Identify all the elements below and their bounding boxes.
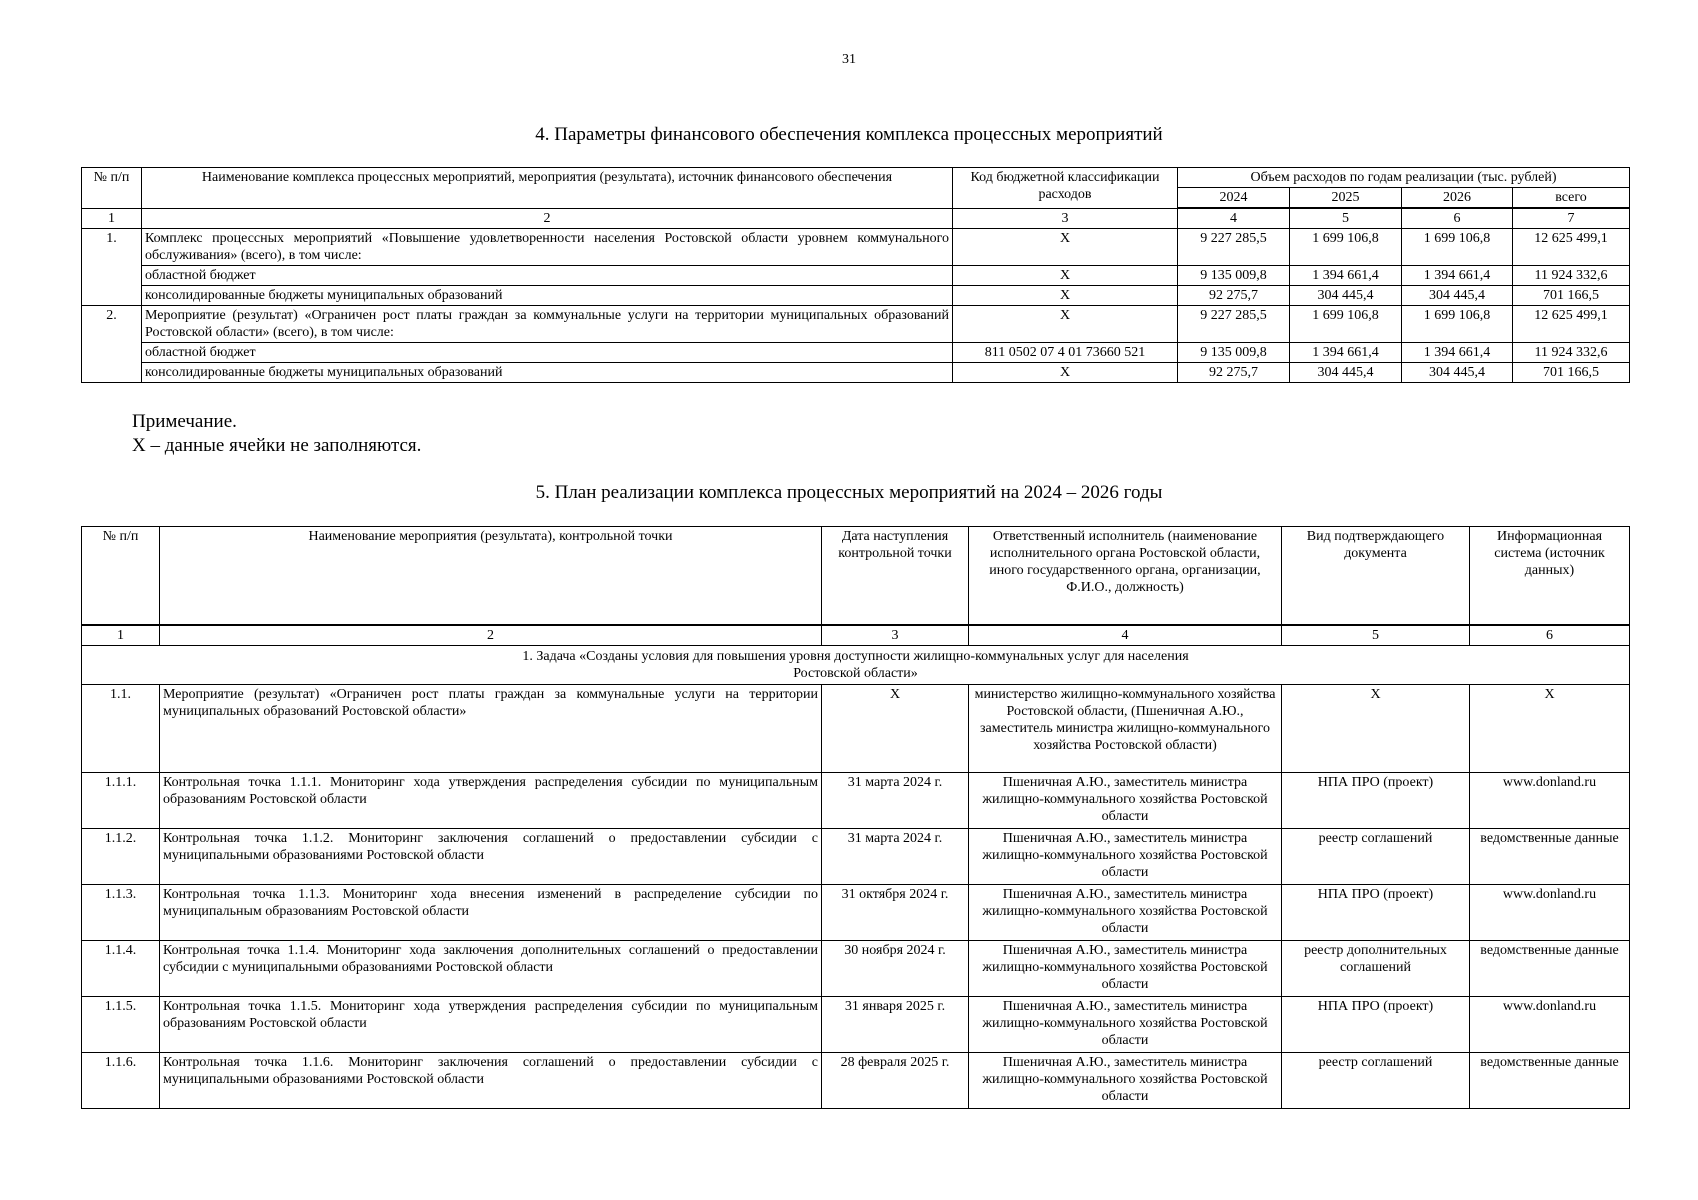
- row-code: X: [953, 363, 1178, 383]
- colnum: 3: [822, 625, 969, 646]
- row-code: X: [953, 306, 1178, 343]
- row-num: 1.1.5.: [82, 996, 160, 1052]
- table-row: [82, 1052, 1630, 1108]
- table-row: [82, 940, 1630, 996]
- colnum: 7: [1513, 208, 1630, 229]
- row-num: 1.1.1.: [82, 772, 160, 828]
- table-row: [82, 684, 1630, 772]
- value-total: 12 625 499,1: [1513, 306, 1630, 343]
- table-row: [82, 996, 1630, 1052]
- row-responsible: Пшеничная А.Ю., заместитель министра жилищно-коммунального хозяйства Ростовской области: [969, 996, 1282, 1052]
- row-info-system: ведомственные данные: [1470, 940, 1630, 996]
- row-document: НПА ПРО (проект): [1282, 884, 1470, 940]
- value-2025: 1 394 661,4: [1290, 343, 1402, 363]
- row-info-system: www.donland.ru: [1470, 996, 1630, 1052]
- row-num: 1.1.: [82, 684, 160, 772]
- row-date: 31 января 2025 г.: [822, 996, 969, 1052]
- value-2026: 1 394 661,4: [1402, 266, 1513, 286]
- row-date: X: [822, 684, 969, 772]
- colnum: 6: [1402, 208, 1513, 229]
- value-2024: 9 227 285,5: [1178, 229, 1290, 266]
- header-2025: 2025: [1290, 188, 1402, 209]
- row-name: Контрольная точка 1.1.2. Мониторинг заключения соглашений о предоставлении субсидии с муниципальными образованиями Ростовской области: [160, 828, 822, 884]
- row-responsible: министерство жилищно-коммунального хозяйства Ростовской области, (Пшеничная А.Ю., заместитель министра жилищно-коммунального хозяйства Ростовской области): [969, 684, 1282, 772]
- row-info-system: ведомственные данные: [1470, 1052, 1630, 1108]
- value-2024: 92 275,7: [1178, 286, 1290, 306]
- value-total: 11 924 332,6: [1513, 266, 1630, 286]
- row-document: X: [1282, 684, 1470, 772]
- section5-title: 5. План реализации комплекса процессных мероприятий на 2024 – 2026 годы: [535, 482, 1163, 503]
- value-2024: 9 135 009,8: [1178, 266, 1290, 286]
- table-row: [82, 266, 1630, 286]
- colnum: 3: [953, 208, 1178, 229]
- row-date: 31 марта 2024 г.: [822, 828, 969, 884]
- row-date: 28 февраля 2025 г.: [822, 1052, 969, 1108]
- header-2026: 2026: [1402, 188, 1513, 209]
- row-num: 1.1.6.: [82, 1052, 160, 1108]
- value-2026: 304 445,4: [1402, 286, 1513, 306]
- row-name: Контрольная точка 1.1.6. Мониторинг заключения соглашений о предоставлении субсидии с муниципальными образованиями Ростовской области: [160, 1052, 822, 1108]
- row-name: консолидированные бюджеты муниципальных образований: [142, 286, 953, 306]
- table-row: [82, 229, 1630, 266]
- value-2024: 92 275,7: [1178, 363, 1290, 383]
- value-total: 701 166,5: [1513, 363, 1630, 383]
- header-num: № п/п: [82, 527, 160, 625]
- task-title: 1. Задача «Созданы условия для повышения уровня доступности жилищно-коммунальных услуг для населения Ростовской области»: [82, 645, 1630, 684]
- row-code: X: [953, 286, 1178, 306]
- colnum: 4: [969, 625, 1282, 646]
- note-title: Примечание.: [132, 411, 237, 432]
- table-row: [82, 343, 1630, 363]
- value-2026: 1 394 661,4: [1402, 343, 1513, 363]
- row-info-system: www.donland.ru: [1470, 772, 1630, 828]
- row-name: консолидированные бюджеты муниципальных образований: [142, 363, 953, 383]
- header-name: Наименование мероприятия (результата), контрольной точки: [160, 527, 822, 625]
- row-name: областной бюджет: [142, 266, 953, 286]
- row-num: 1.: [82, 229, 142, 306]
- header-volume: Объем расходов по годам реализации (тыс. рублей): [1178, 168, 1630, 188]
- row-name: Контрольная точка 1.1.5. Мониторинг хода утверждения распределения субсидии по муниципальным образованиям Ростовской области: [160, 996, 822, 1052]
- table-row: [82, 828, 1630, 884]
- header-total: всего: [1513, 188, 1630, 209]
- row-document: НПА ПРО (проект): [1282, 996, 1470, 1052]
- table-row: [82, 286, 1630, 306]
- colnum: 2: [142, 208, 953, 229]
- colnum: 5: [1290, 208, 1402, 229]
- value-2025: 1 394 661,4: [1290, 266, 1402, 286]
- header-date: Дата наступления контрольной точки: [822, 527, 969, 625]
- colnum: 1: [82, 625, 160, 646]
- row-name: Комплекс процессных мероприятий «Повышение удовлетворенности населения Ростовской области уровнем коммунального обслуживания» (всего), в том числе:: [142, 229, 953, 266]
- header-code: Код бюджетной классификации расходов: [953, 168, 1178, 209]
- value-2025: 304 445,4: [1290, 363, 1402, 383]
- header-responsible: Ответственный исполнитель (наименование исполнительного органа Ростовской области, иного государственного органа, организации, Ф.И.О., должность): [969, 527, 1282, 625]
- row-num: 1.1.2.: [82, 828, 160, 884]
- value-2026: 1 699 106,8: [1402, 306, 1513, 343]
- value-2025: 1 699 106,8: [1290, 306, 1402, 343]
- value-2024: 9 227 285,5: [1178, 306, 1290, 343]
- column-numbers-row: [82, 625, 1630, 646]
- value-2025: 304 445,4: [1290, 286, 1402, 306]
- row-num: 1.1.4.: [82, 940, 160, 996]
- row-num: 1.1.3.: [82, 884, 160, 940]
- colnum: 6: [1470, 625, 1630, 646]
- row-date: 31 октября 2024 г.: [822, 884, 969, 940]
- colnum: 5: [1282, 625, 1470, 646]
- row-info-system: ведомственные данные: [1470, 828, 1630, 884]
- colnum: 4: [1178, 208, 1290, 229]
- row-name: областной бюджет: [142, 343, 953, 363]
- row-date: 31 марта 2024 г.: [822, 772, 969, 828]
- row-code: X: [953, 266, 1178, 286]
- note-text: X – данные ячейки не заполняются.: [132, 435, 422, 456]
- table-row: [82, 884, 1630, 940]
- row-responsible: Пшеничная А.Ю., заместитель министра жилищно-коммунального хозяйства Ростовской области: [969, 1052, 1282, 1108]
- task-row: [82, 645, 1630, 684]
- value-2026: 304 445,4: [1402, 363, 1513, 383]
- row-num: 2.: [82, 306, 142, 383]
- row-date: 30 ноября 2024 г.: [822, 940, 969, 996]
- section4-title: 4. Параметры финансового обеспечения комплекса процессных мероприятий: [535, 124, 1163, 145]
- row-code: X: [953, 229, 1178, 266]
- row-document: НПА ПРО (проект): [1282, 772, 1470, 828]
- row-responsible: Пшеничная А.Ю., заместитель министра жилищно-коммунального хозяйства Ростовской области: [969, 772, 1282, 828]
- value-total: 12 625 499,1: [1513, 229, 1630, 266]
- colnum: 2: [160, 625, 822, 646]
- header-name: Наименование комплекса процессных мероприятий, мероприятия (результата), источник финансового обеспечения: [142, 168, 953, 209]
- header-document: Вид подтверждающего документа: [1282, 527, 1470, 625]
- header-2024: 2024: [1178, 188, 1290, 209]
- row-name: Контрольная точка 1.1.4. Мониторинг хода заключения дополнительных соглашений о предоставлении субсидии с муниципальными образованиями Ростовской области: [160, 940, 822, 996]
- row-responsible: Пшеничная А.Ю., заместитель министра жилищно-коммунального хозяйства Ростовской области: [969, 828, 1282, 884]
- column-numbers-row: [82, 208, 1630, 229]
- row-name: Контрольная точка 1.1.1. Мониторинг хода утверждения распределения субсидии по муниципальным образованиям Ростовской области: [160, 772, 822, 828]
- row-document: реестр дополнительных соглашений: [1282, 940, 1470, 996]
- table-row: [82, 772, 1630, 828]
- value-total: 701 166,5: [1513, 286, 1630, 306]
- row-document: реестр соглашений: [1282, 1052, 1470, 1108]
- row-code: 811 0502 07 4 01 73660 521: [953, 343, 1178, 363]
- header-info-system: Информационная система (источник данных): [1470, 527, 1630, 625]
- value-2025: 1 699 106,8: [1290, 229, 1402, 266]
- row-info-system: X: [1470, 684, 1630, 772]
- row-name: Контрольная точка 1.1.3. Мониторинг хода внесения изменений в распределение субсидии по муниципальным образованиям Ростовской области: [160, 884, 822, 940]
- value-2026: 1 699 106,8: [1402, 229, 1513, 266]
- header-num: № п/п: [82, 168, 142, 209]
- value-total: 11 924 332,6: [1513, 343, 1630, 363]
- row-responsible: Пшеничная А.Ю., заместитель министра жилищно-коммунального хозяйства Ростовской области: [969, 940, 1282, 996]
- page-number: 31: [842, 52, 856, 67]
- row-name: Мероприятие (результат) «Ограничен рост платы граждан за коммунальные услуги на территории муниципальных образований Ростовской области»: [160, 684, 822, 772]
- table-row: [82, 363, 1630, 383]
- value-2024: 9 135 009,8: [1178, 343, 1290, 363]
- plan-table: [81, 526, 1630, 1109]
- financing-table: [81, 167, 1630, 383]
- row-responsible: Пшеничная А.Ю., заместитель министра жилищно-коммунального хозяйства Ростовской области: [969, 884, 1282, 940]
- colnum: 1: [82, 208, 142, 229]
- row-info-system: www.donland.ru: [1470, 884, 1630, 940]
- note: [132, 410, 421, 458]
- row-document: реестр соглашений: [1282, 828, 1470, 884]
- row-name: Мероприятие (результат) «Ограничен рост платы граждан за коммунальные услуги на территории муниципальных образований Ростовской области» (всего), в том числе:: [142, 306, 953, 343]
- table-row: [82, 306, 1630, 343]
